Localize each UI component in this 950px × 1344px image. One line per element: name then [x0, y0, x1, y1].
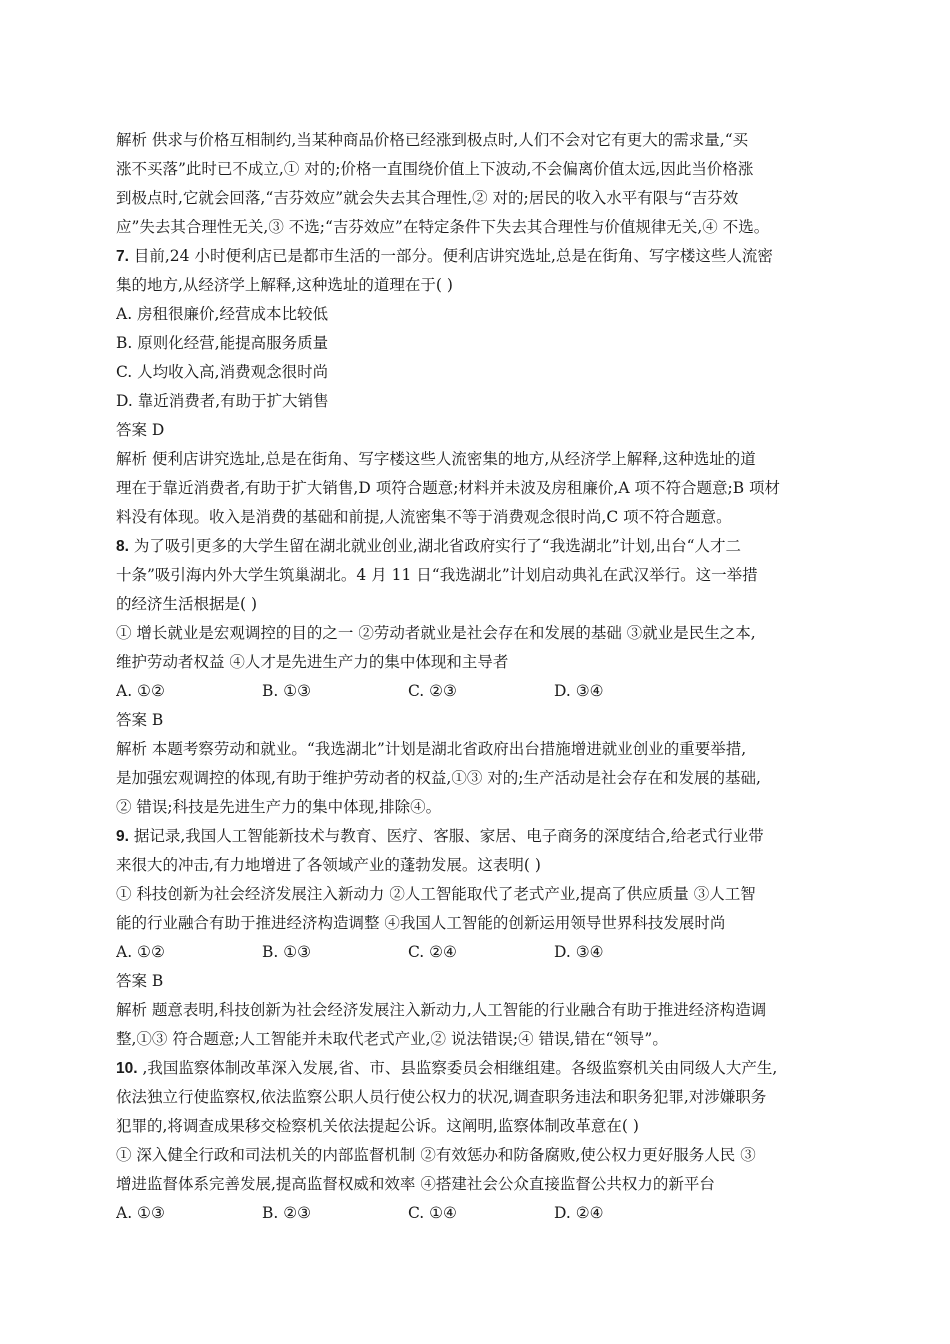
q8-choices-block — [116, 677, 850, 706]
q10-choices-block — [116, 1199, 850, 1228]
text-line — [116, 1170, 850, 1199]
text-line — [116, 822, 850, 851]
line-text: 的经济生活根据是( ) — [116, 595, 258, 613]
answer-option: B. ②③ — [262, 1204, 312, 1222]
line-text: A. 房租很廉价,经营成本比较低 — [116, 305, 328, 323]
text-line — [116, 764, 850, 793]
text-line — [116, 561, 850, 590]
text-line — [116, 387, 850, 416]
line-text: ,我国监察体制改革深入发展,省、市、县监察委员会相继组建。各级监察机关由同级人大产生, — [137, 1059, 778, 1077]
line-text: 解析 供求与价格互相制约,当某种商品价格已经涨到极点时,人们不会对它有更大的需求量,“买 — [116, 131, 749, 149]
text-line — [116, 242, 850, 271]
text-line — [116, 126, 850, 155]
question-number: 9. — [116, 828, 129, 845]
line-text: 解析 本题考察劳动和就业。“我选湖北”计划是湖北省政府出台措施增进就业创业的重要举措, — [116, 740, 747, 758]
answer-option: C. ②④ — [408, 943, 457, 961]
text-line — [116, 445, 850, 474]
text-line — [116, 793, 850, 822]
text-line — [116, 851, 850, 880]
answer-option: D. ③④ — [554, 943, 604, 961]
line-text: 答案 D — [116, 421, 165, 439]
q10-items-block — [116, 1141, 850, 1199]
line-text: 应”失去其合理性无关,③ 不选;“吉芬效应”在特定条件下失去其合理性与价值规律无关,④ 不选。 — [116, 218, 770, 236]
q9-analysis-block — [116, 996, 850, 1054]
answer-choices — [116, 938, 850, 967]
text-line — [116, 184, 850, 213]
text-line — [116, 416, 850, 445]
text-line — [116, 1141, 850, 1170]
text-line — [116, 619, 850, 648]
line-text: 集的地方,从经济学上解释,这种选址的道理在于( ) — [116, 276, 453, 294]
text-line — [116, 996, 850, 1025]
answer-option: C. ②③ — [408, 682, 457, 700]
question-number: 8. — [116, 538, 129, 555]
line-text: 解析 便利店讲究选址,总是在街角、写字楼这些人流密集的地方,从经济学上解释,这种选址的道 — [116, 450, 756, 468]
line-text: 答案 B — [116, 711, 164, 729]
text-line — [116, 271, 850, 300]
line-text: 理在于靠近消费者,有助于扩大销售,D 项符合题意;材料并未波及房租廉价,A 项不符合题意;B 项材 — [116, 479, 781, 497]
q8-items-block — [116, 619, 850, 677]
text-line — [116, 1112, 850, 1141]
text-line — [116, 358, 850, 387]
text-line — [116, 967, 850, 996]
text-line — [116, 474, 850, 503]
text-line — [116, 300, 850, 329]
line-text: D. 靠近消费者,有助于扩大销售 — [116, 392, 329, 410]
line-text: 为了吸引更多的大学生留在湖北就业创业,湖北省政府实行了“我选湖北”计划,出台“人才二 — [128, 537, 741, 555]
q6-analysis-block — [116, 126, 850, 242]
text-line — [116, 213, 850, 242]
answer-option: C. ①④ — [408, 1204, 457, 1222]
line-text: 犯罪的,将调查成果移交检察机关依法提起公诉。这阐明,监察体制改革意在( ) — [116, 1117, 639, 1135]
line-text: 依法独立行使监察权,依法监察公职人员行使公权力的状况,调查职务违法和职务犯罪,对涉嫌职务 — [116, 1088, 767, 1106]
line-text: ① 科技创新为社会经济发展注入新动力 ②人工智能取代了老式产业,提高了供应质量 ③人工智 — [116, 885, 756, 903]
answer-choices — [116, 677, 850, 706]
q8-analysis-block — [116, 735, 850, 822]
line-text: 答案 B — [116, 972, 164, 990]
q9-choices-block — [116, 938, 850, 967]
q7-answer-block — [116, 416, 850, 445]
question-number: 10. — [116, 1060, 138, 1077]
line-text: C. 人均收入高,消费观念很时尚 — [116, 363, 329, 381]
line-text: 增进监督体系完善发展,提高监督权威和效率 ④搭建社会公众直接监督公共权力的新平台 — [116, 1175, 715, 1193]
text-line — [116, 735, 850, 764]
document-content — [116, 126, 850, 1228]
text-line — [116, 155, 850, 184]
text-line — [116, 329, 850, 358]
line-text: ① 增长就业是宏观调控的目的之一 ②劳动者就业是社会存在和发展的基础 ③就业是民生之本, — [116, 624, 756, 642]
text-line — [116, 1083, 850, 1112]
q7-options-block — [116, 300, 850, 416]
line-text: 解析 题意表明,科技创新为社会经济发展注入新动力,人工智能的行业融合有助于推进经济构造调 — [116, 1001, 767, 1019]
line-text: 能的行业融合有助于推进经济构造调整 ④我国人工智能的创新运用领导世界科技发展时尚 — [116, 914, 726, 932]
line-text: 到极点时,它就会回落,“吉芬效应”就会失去其合理性,② 对的;居民的收入水平有限与“吉芬效 — [116, 189, 739, 207]
q7-block — [116, 242, 850, 300]
line-text: B. 原则化经营,能提高服务质量 — [116, 334, 329, 352]
line-text: 目前,24 小时便利店已是都市生活的一部分。便利店讲究选址,总是在街角、写字楼这些人流密 — [128, 247, 773, 265]
line-text: 是加强宏观调控的体现,有助于维护劳动者的权益,①③ 对的;生产活动是社会存在和发展的基础, — [116, 769, 761, 787]
line-text: 十条”吸引海内外大学生筑巢湖北。4 月 11 日“我选湖北”计划启动典礼在武汉举行。这一举措 — [116, 566, 758, 584]
q8-block — [116, 532, 850, 619]
q10-block — [116, 1054, 850, 1141]
line-text: ① 深入健全行政和司法机关的内部监督机制 ②有效惩办和防备腐败,使公权力更好服务人民 ③ — [116, 1146, 756, 1164]
text-line — [116, 1025, 850, 1054]
q7-analysis-block — [116, 445, 850, 532]
q9-block — [116, 822, 850, 880]
line-text: 整,①③ 符合题意;人工智能并未取代老式产业,② 说法错误;④ 错误,错在“领导”。 — [116, 1030, 668, 1048]
line-text: 据记录,我国人工智能新技术与教育、医疗、客服、家居、电子商务的深度结合,给老式行业带 — [128, 827, 764, 845]
line-text: 来很大的冲击,有力地增进了各领域产业的蓬勃发展。这表明( ) — [116, 856, 541, 874]
q8-answer-block — [116, 706, 850, 735]
text-line — [116, 706, 850, 735]
answer-option: A. ①③ — [116, 1204, 165, 1222]
answer-option: B. ①③ — [262, 943, 312, 961]
answer-choices — [116, 1199, 850, 1228]
answer-option: B. ①③ — [262, 682, 312, 700]
text-line — [116, 590, 850, 619]
answer-option: A. ①② — [116, 682, 165, 700]
question-number: 7. — [116, 248, 129, 265]
text-line — [116, 1054, 850, 1083]
q9-answer-block — [116, 967, 850, 996]
line-text: 维护劳动者权益 ④人才是先进生产力的集中体现和主导者 — [116, 653, 509, 671]
text-line — [116, 909, 850, 938]
text-line — [116, 532, 850, 561]
line-text: ② 错误;科技是先进生产力的集中体现,排除④。 — [116, 798, 442, 816]
text-line — [116, 648, 850, 677]
text-line — [116, 880, 850, 909]
text-line — [116, 503, 850, 532]
answer-option: A. ①② — [116, 943, 165, 961]
answer-option: D. ③④ — [554, 682, 604, 700]
q9-items-block — [116, 880, 850, 938]
answer-option: D. ②④ — [554, 1204, 604, 1222]
line-text: 涨不买落”此时已不成立,① 对的;价格一直围绕价值上下波动,不会偏离价值太远,因此当价格涨 — [116, 160, 754, 178]
line-text: 料没有体现。收入是消费的基础和前提,人流密集不等于消费观念很时尚,C 项不符合题意。 — [116, 508, 732, 526]
